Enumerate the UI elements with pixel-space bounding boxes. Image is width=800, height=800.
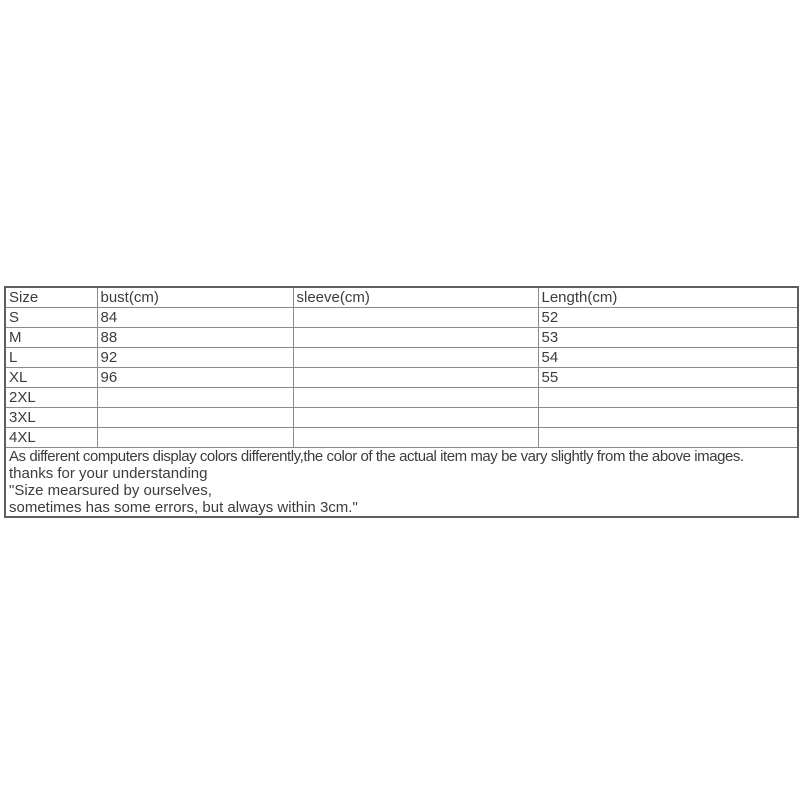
cell-size: S xyxy=(5,308,97,328)
cell-bust xyxy=(97,428,293,448)
cell-length xyxy=(538,388,798,408)
cell-sleeve xyxy=(293,368,538,388)
cell-length xyxy=(538,428,798,448)
cell-size: 4XL xyxy=(5,428,97,448)
cell-sleeve xyxy=(293,408,538,428)
cell-sleeve xyxy=(293,328,538,348)
cell-size: 2XL xyxy=(5,388,97,408)
col-header-bust: bust(cm) xyxy=(97,287,293,308)
note-line-thanks: thanks for your understanding xyxy=(9,465,208,482)
cell-sleeve xyxy=(293,308,538,328)
cell-length: 54 xyxy=(538,348,798,368)
cell-length: 55 xyxy=(538,368,798,388)
notes-cell xyxy=(5,448,798,518)
table-row-s xyxy=(5,308,798,328)
table-row-m xyxy=(5,328,798,348)
cell-length xyxy=(538,408,798,428)
table-row-l xyxy=(5,348,798,368)
note-line-measured: "Size mearsured by ourselves, xyxy=(9,482,212,499)
cell-size: 3XL xyxy=(5,408,97,428)
cell-sleeve xyxy=(293,348,538,368)
note-line-errors: sometimes has some errors, but always within 3cm." xyxy=(9,499,358,516)
cell-bust: 96 xyxy=(97,368,293,388)
cell-bust: 88 xyxy=(97,328,293,348)
size-chart-table xyxy=(4,286,799,518)
cell-size: L xyxy=(5,348,97,368)
notes-row xyxy=(5,448,798,518)
table-row-xl xyxy=(5,368,798,388)
col-header-length: Length(cm) xyxy=(538,287,798,308)
cell-bust xyxy=(97,388,293,408)
table-row-2xl xyxy=(5,388,798,408)
table-row-4xl xyxy=(5,428,798,448)
note-line-color-disclaimer: As different computers display colors differently,the color of the actual item may be vary slightly from the above images. xyxy=(9,448,744,465)
cell-length: 52 xyxy=(538,308,798,328)
cell-bust: 84 xyxy=(97,308,293,328)
cell-sleeve xyxy=(293,388,538,408)
col-header-sleeve: sleeve(cm) xyxy=(293,287,538,308)
table-row-3xl xyxy=(5,408,798,428)
cell-bust: 92 xyxy=(97,348,293,368)
col-header-size: Size xyxy=(5,287,97,308)
cell-length: 53 xyxy=(538,328,798,348)
cell-size: M xyxy=(5,328,97,348)
cell-size: XL xyxy=(5,368,97,388)
header-row xyxy=(5,287,798,308)
cell-sleeve xyxy=(293,428,538,448)
cell-bust xyxy=(97,408,293,428)
